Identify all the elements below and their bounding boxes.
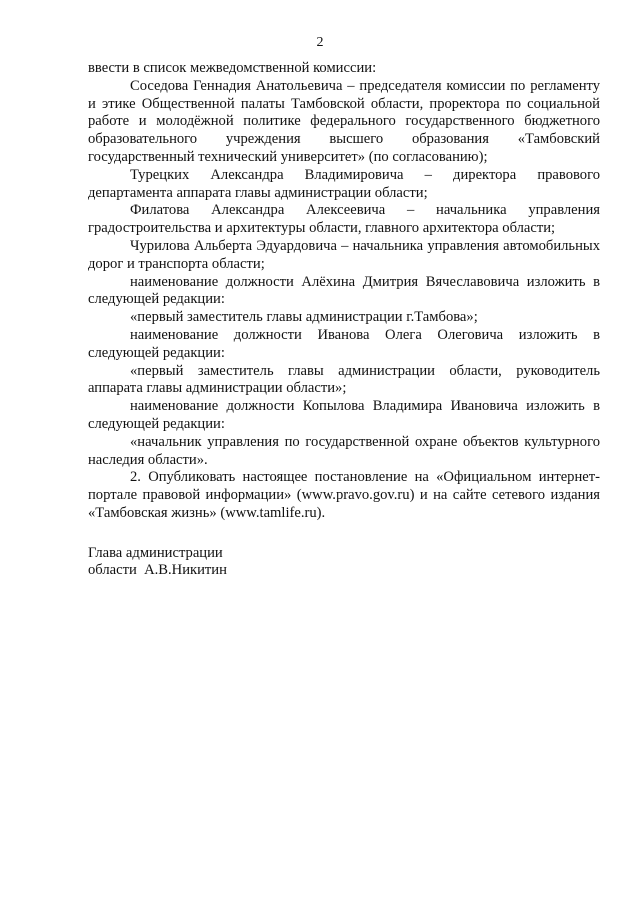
paragraph: «начальник управления по государственной охране объектов культурного наследия области». [88,433,600,468]
paragraph: наименование должности Иванова Олега Олеговича изложить в следующей редакции: [88,326,600,361]
paragraph: ввести в список межведомственной комиссии: [88,60,377,76]
paragraph: наименование должности Копылова Владимира Ивановича изложить в следующей редакции: [88,398,600,432]
paragraph: Соседова Геннадия Анатольевича – председателя комиссии по регламенту и этике Общественной палаты Тамбовской области, проректора по социальной работе и молодёжной политике федерального государственного бюджетного образовательного учреждения высшего образования «Тамбовский государственный технический университет» (по согласованию); [88,77,600,165]
document-body [88,60,600,523]
page-number: 2 [316,35,324,50]
paragraph: «первый заместитель главы администрации г.Тамбова»; [130,309,478,326]
paragraph: «первый заместитель главы администрации области, руководитель аппарата главы администрации области»; [88,362,600,397]
paragraph: Чурилова Альберта Эдуардовича – начальника управления автомобильных дорог и транспорта области; [88,237,600,272]
paragraph: Филатова Александра Алексеевича – начальника управления градостроительства и архитектуры области, главного архитектора области; [88,202,600,237]
signature-block [88,545,388,579]
paragraph: Турецких Александра Владимировича – директора правового департамента аппарата главы администрации области; [88,166,600,201]
paragraph: наименование должности Алёхина Дмитрия Вячеславовича изложить в следующей редакции: [88,273,600,308]
signature-name: области А.В.Никитин [88,562,227,578]
signature-title: Глава администрации [88,545,223,561]
paragraph: 2. Опубликовать настоящее постановление на «Официальном интернет-портале правовой информации» (www.pravo.gov.ru) и на сайте сетевого издания «Тамбовская жизнь» (www.tamlife.ru). [88,469,600,521]
